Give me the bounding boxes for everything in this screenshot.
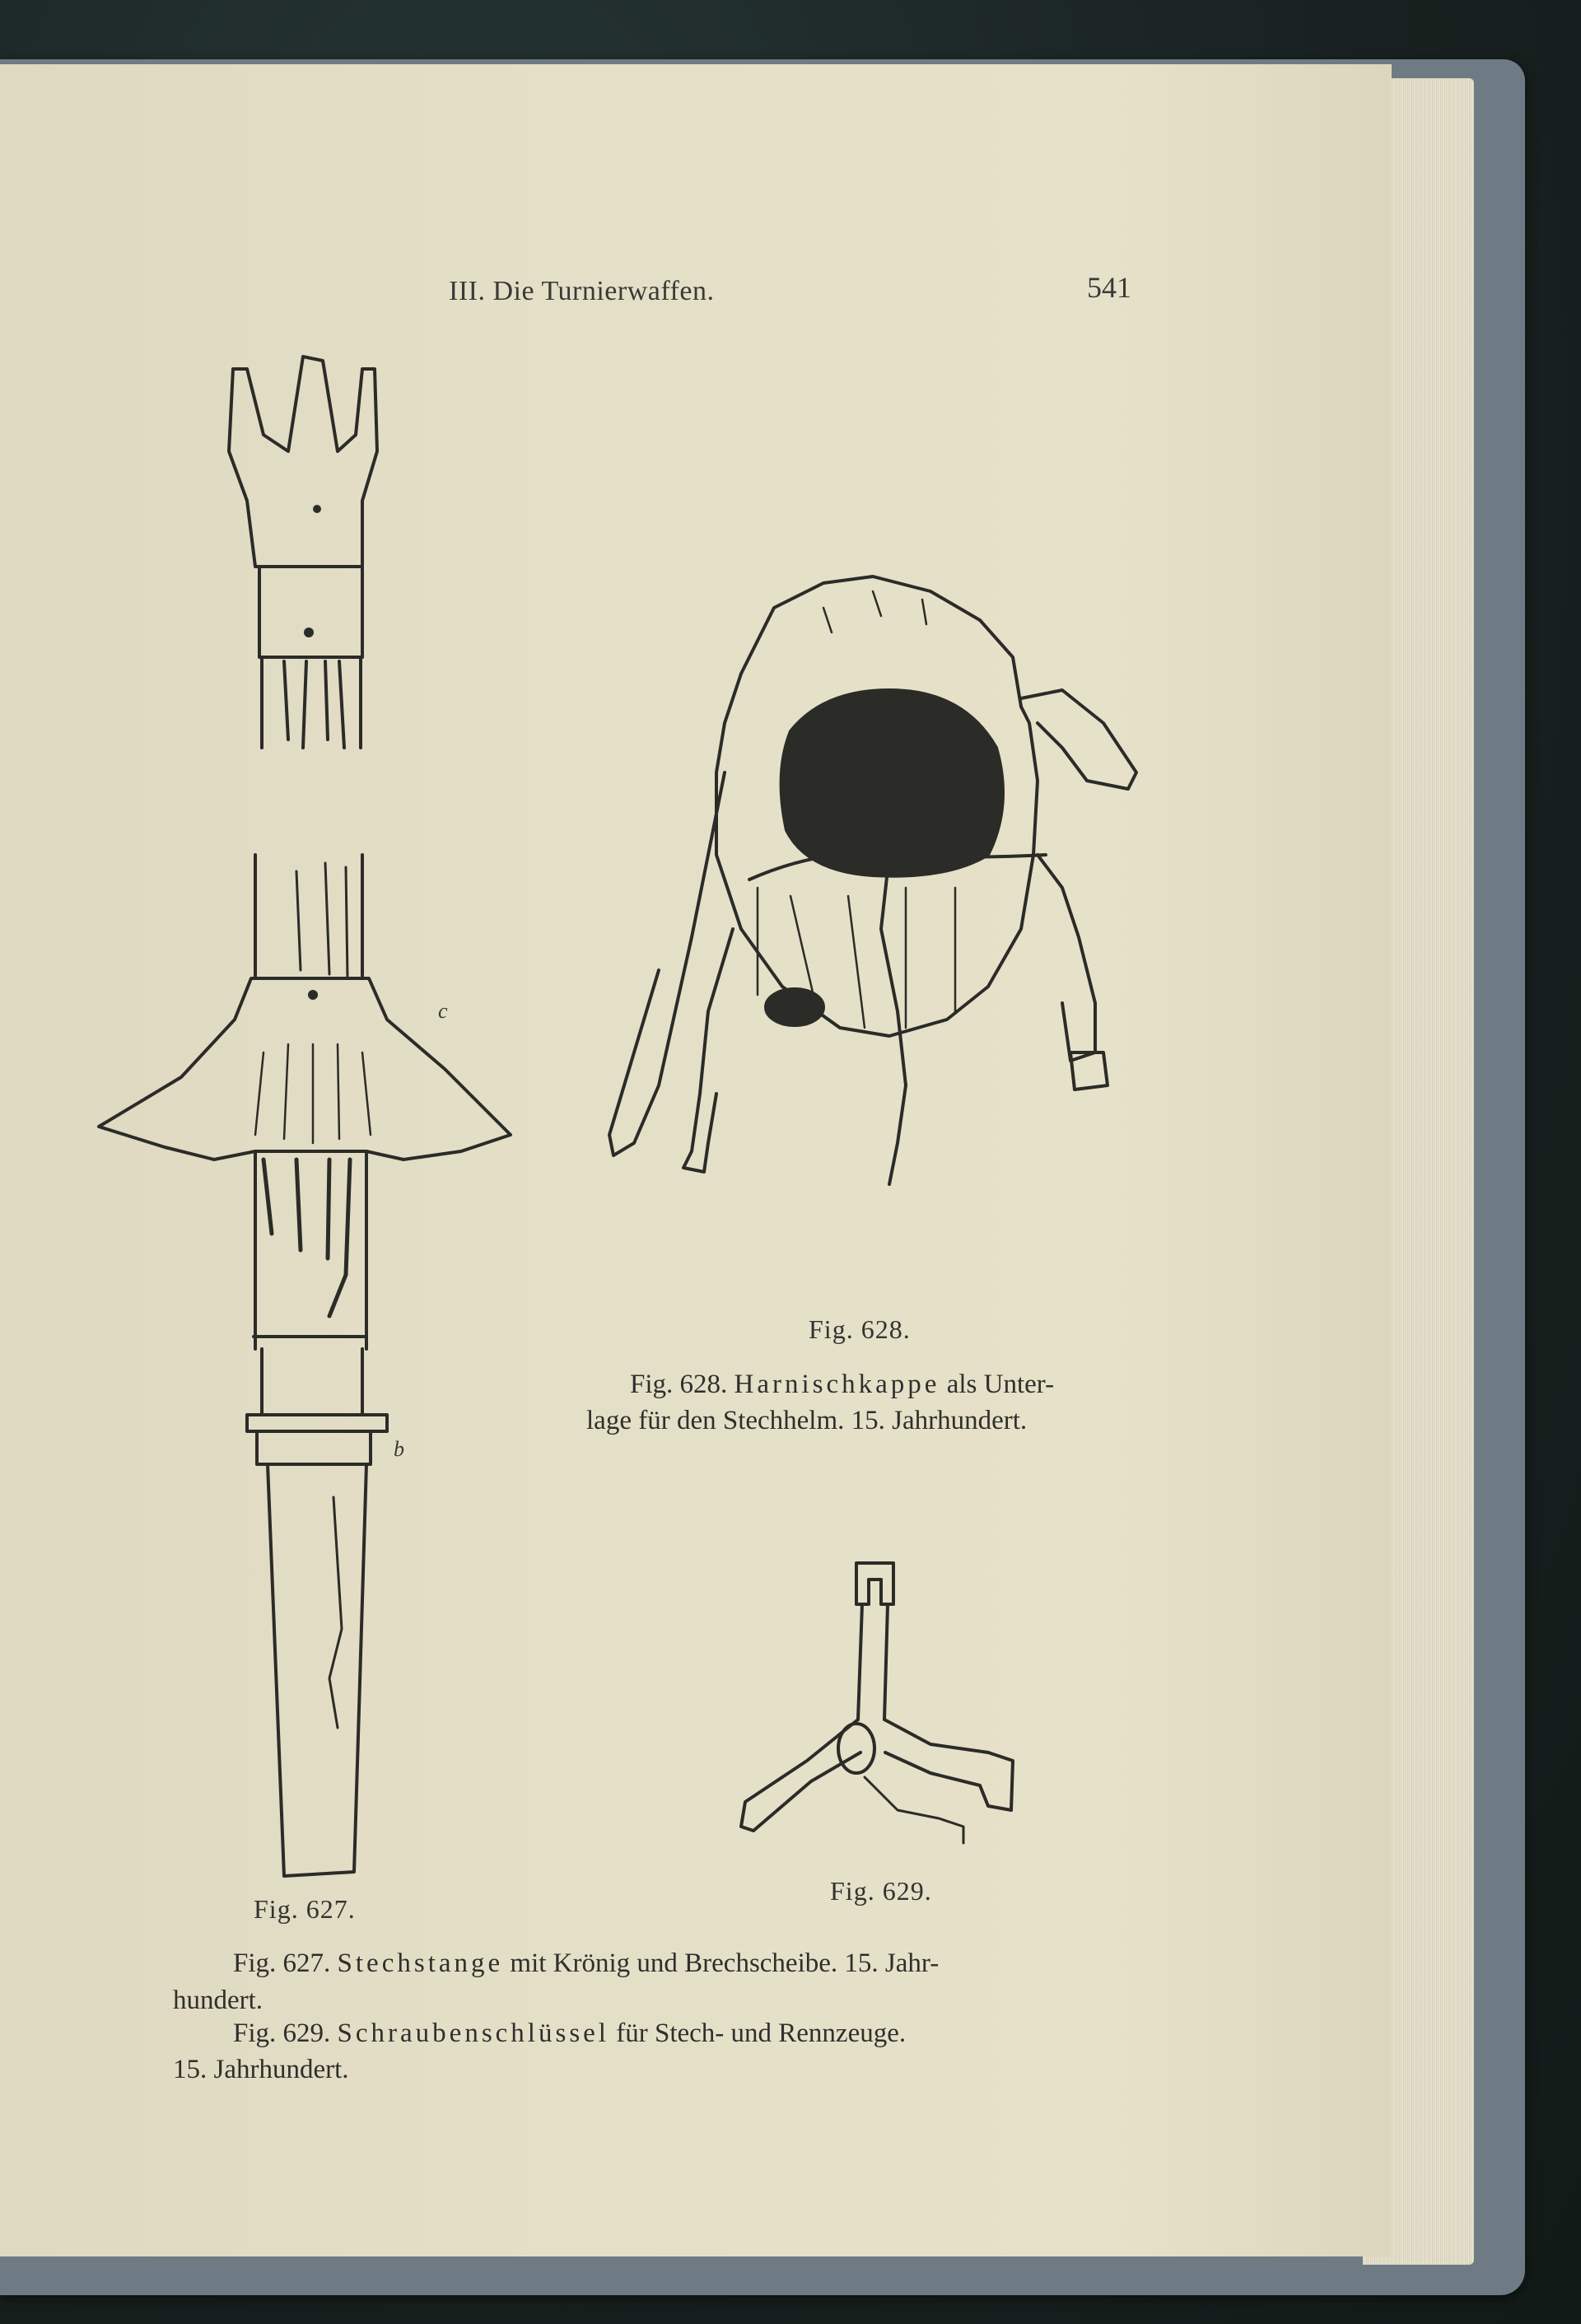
fig-629-caption-line2: 15. Jahrhundert. <box>173 2055 349 2084</box>
fig-628-caption <box>630 1367 1054 1402</box>
fig-629-caption-term: Schraubenschlüssel <box>337 2018 609 2048</box>
fig-627-caption-rest: mit Krönig und Brechscheibe. 15. Jahr- <box>510 1948 940 1978</box>
fig-627-letter-c: c <box>438 999 448 1023</box>
fig-627-caption-term: Stechstange <box>337 1948 504 1978</box>
kronig-lance-head-drawing <box>229 357 377 748</box>
book-page <box>0 64 1392 2256</box>
page-number: 541 <box>1087 271 1131 304</box>
fig-628-caption-line2: lage für den Stechhelm. 15. Jahrhundert. <box>586 1406 1028 1435</box>
fig-629-caption <box>233 2016 906 2051</box>
running-title: III. Die Turnierwaffen. <box>449 276 715 306</box>
fig-627-label: Fig. 627. <box>254 1894 356 1924</box>
fig-627-letter-b: b <box>394 1437 404 1461</box>
fig-628-caption-term: Harnischkappe <box>734 1370 940 1399</box>
fig-629-label: Fig. 629. <box>830 1876 932 1906</box>
stechstange-lance-drawing <box>99 855 511 1876</box>
fig-629-caption-label: Fig. 629. <box>233 2018 331 2048</box>
fig-628-label: Fig. 628. <box>809 1314 911 1344</box>
fig-628-caption-rest: als Unter- <box>946 1370 1055 1399</box>
schraubenschlussel-drawing <box>741 1563 1013 1843</box>
fig-627-caption <box>233 1946 939 1981</box>
fig-629-caption-rest: für Stech- und Rennzeuge. <box>616 2018 907 2048</box>
harnischkappe-drawing <box>609 576 1136 1184</box>
illustrations <box>0 64 1392 2256</box>
fig-628-caption-label: Fig. 628. <box>630 1370 728 1399</box>
fig-627-caption-label: Fig. 627. <box>233 1948 331 1978</box>
fig-627-caption-line2: hundert. <box>173 1986 264 2015</box>
